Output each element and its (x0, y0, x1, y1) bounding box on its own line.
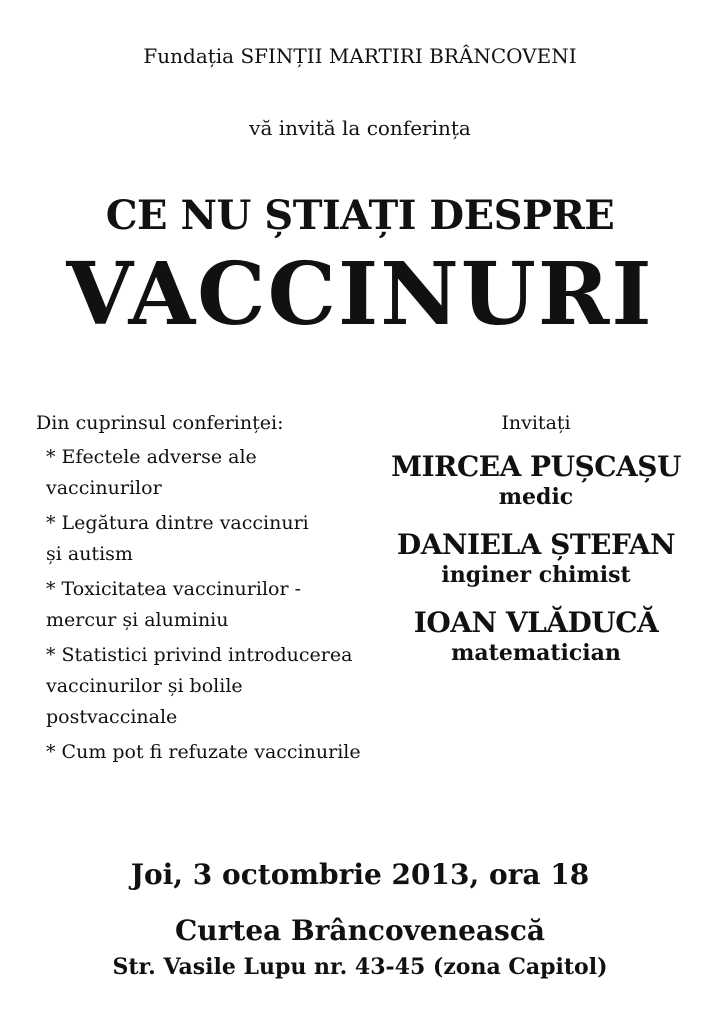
guest-name: IOAN VLĂDUCĂ (413, 606, 659, 639)
topic-item (46, 737, 396, 768)
topic-item (46, 508, 396, 570)
topic-text: * Toxicitatea vaccinurilor - (46, 578, 302, 600)
event-address: Str. Vasile Lupu nr. 43-45 (zona Capitol) (112, 954, 608, 980)
guests-heading: Invitați (501, 412, 571, 434)
topics-list (36, 442, 396, 768)
organizer-line: Fundația SFINȚII MARTIRI BRÂNCOVENI (143, 44, 577, 68)
topic-item (46, 640, 396, 733)
conference-contents (36, 412, 396, 772)
guest-role: medic (498, 484, 574, 510)
guests-section (380, 412, 692, 684)
guest-role: inginer chimist (441, 562, 631, 588)
topic-text: postvaccinale (46, 706, 178, 728)
topic-text: * Legătura dintre vaccinuri (46, 512, 309, 534)
title-line-1: CE NU ȘTIAȚI DESPRE (105, 192, 615, 239)
topic-text: vaccinurilor și bolile (46, 675, 243, 697)
invitation-line: vă invită la conferința (249, 116, 471, 140)
topic-text: * Efectele adverse ale (46, 446, 257, 468)
guest-entry (380, 450, 692, 510)
guest-name: MIRCEA PUȘCAȘU (391, 450, 681, 483)
topic-text: și autism (46, 543, 133, 565)
guest-entry (380, 606, 692, 666)
guest-entry (380, 528, 692, 588)
guest-role: matematician (451, 640, 621, 666)
topic-text: vaccinurilor (46, 477, 162, 499)
contents-heading: Din cuprinsul conferinței: (36, 412, 284, 434)
event-date: Joi, 3 octombrie 2013, ora 18 (130, 858, 590, 891)
guest-name: DANIELA ȘTEFAN (396, 528, 676, 561)
title-line-2: VACCINURI (66, 244, 654, 345)
topic-text: * Cum pot fi refuzate vaccinurile (46, 741, 361, 763)
topic-text: mercur și aluminiu (46, 609, 229, 631)
topic-item (46, 574, 396, 636)
topic-item (46, 442, 396, 504)
event-venue: Curtea Brâncovenească (174, 914, 546, 947)
topic-text: * Statistici privind introducerea (46, 644, 353, 666)
